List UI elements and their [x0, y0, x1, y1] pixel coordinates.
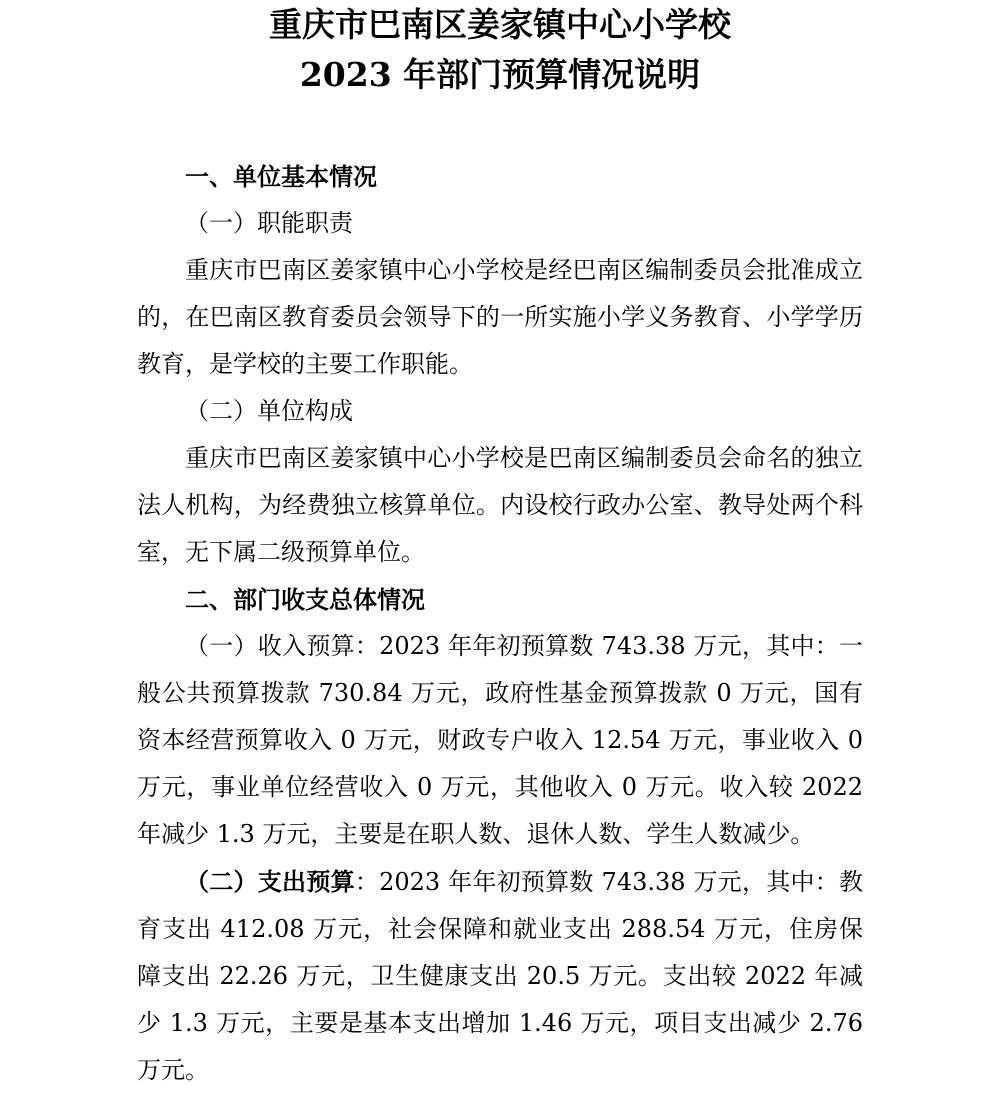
- income-budget-text: ：2023 年年初预算数 743.38 万元，其中：一般公共预算拨款 730.84 万元，政府性基金预算拨款 0 万元，国有资本经营预算收入 0 万元，财政专户收入 12.54 万元，事业收入 0 万元，事业单位经营收入 0 万元，其他收入 0 万元。收入较 2022 年减少 1.3 万元，主要是在职人数、退休人数、学生人数减少。: [137, 632, 863, 848]
- expense-budget-text: ：2023 年年初预算数 743.38 万元，其中：教育支出 412.08 万元，社会保障和就业支出 288.54 万元，住房保障支出 22.26 万元，卫生健康支出 20.5 万元。支出较 2022 年减少 1.3 万元，主要是基本支出增加 1.46 万元，项目支出减少 2.76 万元。: [137, 868, 863, 1084]
- section1-heading: 一、单位基本情况: [185, 162, 377, 191]
- section1-sub1-heading: （一）职能职责: [185, 209, 353, 237]
- section1-sub2-paragraph: 重庆市巴南区姜家镇中心小学校是巴南区编制委员会命名的独立法人机构，为经费独立核算单位。内设校行政办公室、教导处两个科室，无下属二级预算单位。: [137, 444, 863, 566]
- document-title-line1: 重庆市巴南区姜家镇中心小学校: [269, 5, 731, 44]
- expense-budget-label: （二）支出预算: [185, 867, 355, 896]
- section1-sub2-heading: （二）单位构成: [185, 397, 353, 425]
- document-title-line2: 2023 年部门预算情况说明: [299, 55, 701, 94]
- expense-budget-paragraph: [137, 858, 863, 1094]
- document-body: [137, 153, 863, 1094]
- income-budget-label: （一）收入预算: [185, 632, 355, 660]
- section2-heading: 二、部门收支总体情况: [185, 585, 425, 614]
- section1-sub1-paragraph: 重庆市巴南区姜家镇中心小学校是经巴南区编制委员会批准成立的，在巴南区教育委员会领导下的一所实施小学义务教育、小学学历教育，是学校的主要工作职能。: [137, 256, 863, 378]
- income-budget-paragraph: [137, 623, 863, 858]
